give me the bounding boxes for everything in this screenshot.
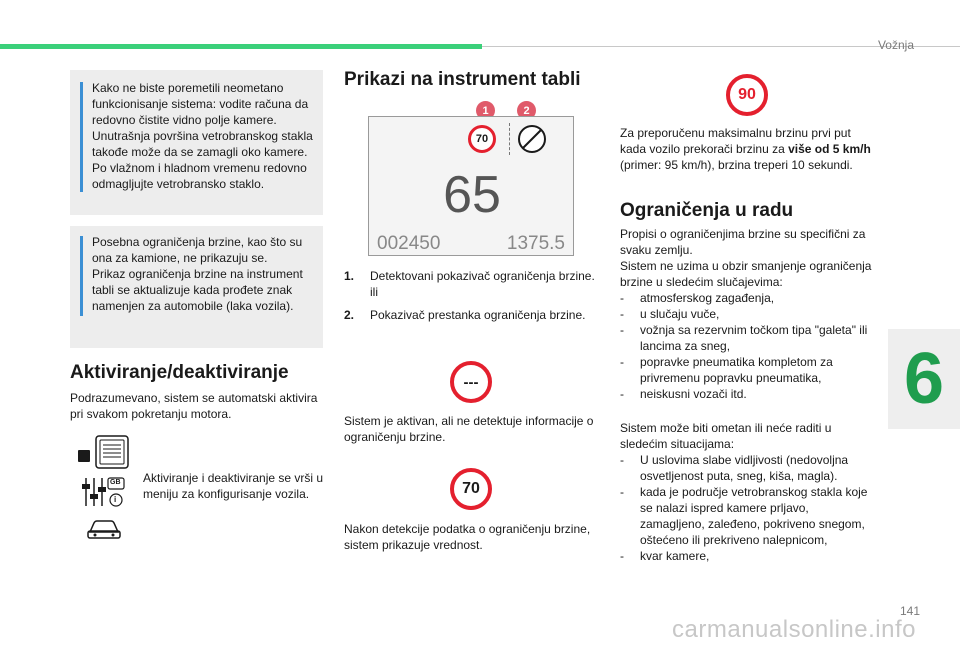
- list-item: - u slučaju vuče,: [620, 306, 876, 322]
- heading-activation: Aktiviranje/deaktiviranje: [70, 362, 289, 383]
- speed-limit-sign: [468, 125, 496, 153]
- heading-limitations: Ograničenja u radu: [620, 200, 794, 221]
- watermark: carmanualsonline.info: [672, 616, 916, 643]
- current-speed: 65: [443, 166, 501, 224]
- note-special-limits: [70, 226, 323, 348]
- list-item: - U uslovima slabe vidljivosti (nedovoljna osvetljenost puta, sneg, kiša, magla).: [620, 452, 876, 484]
- car-icon: [86, 516, 122, 542]
- limitations-list: [620, 290, 876, 402]
- interference-list: [620, 452, 876, 564]
- speed-limit-sign-value: 70: [475, 133, 489, 145]
- note-special-text: Posebna ograničenja brzine, kao što su ona za kamione, ne prikazuju se. Prikaz ograničenja brzine na instrument tabli se aktualizuje kada prođete znak namenjen za automobile (laka vozila).: [92, 235, 303, 313]
- display-items-list: [344, 268, 604, 330]
- para-rules: Propisi o ograničenjima brzine su specifični za svaku zemlju. Sistem ne uzima u obzir smanjenje ograničenja brzine u sledećim slučajevima:: [620, 227, 872, 289]
- para-detection: Nakon detekcije podatka o ograničenju brzine, sistem prikazuje vrednost.: [344, 522, 591, 552]
- page-number: 141: [899, 604, 920, 618]
- para-system-active: Sistem je aktivan, ali ne detektuje informacije o ograničenju brzine.: [344, 414, 594, 444]
- list-item: - popravke pneumatika kompletom za privremenu popravku pneumatika,: [620, 354, 876, 386]
- list-item: - neiskusni vozači itd.: [620, 386, 876, 402]
- speed-sign-70-value: 70: [462, 480, 480, 497]
- list-item: - atmosferskog zagađenja,: [620, 290, 876, 306]
- list-item: - kada je područje vetrobranskog stakla koje se nalazi ispred kamere prljavo, zamagljeno, zaleđeno, pokriveno snegom, oštećeno ili prekriveno nalepnicom,: [620, 484, 876, 548]
- chapter-tab: 6: [888, 329, 960, 429]
- no-info-sign: [450, 361, 492, 403]
- activation-menu-text: Aktiviranje i deaktiviranje se vrši u meniju za konfigurisanje vozila.: [143, 471, 324, 501]
- note-camera-cleaning: [70, 70, 323, 215]
- list-item: - vožnja sa rezervnim točkom tipa "galeta" ili lancima za sneg,: [620, 322, 876, 354]
- para-recommended-speed: Za preporučenu maksimalnu brzinu prvi put kada vozilo prekorači brzinu za više od 5 km/h (primer: 95 km/h), brzina treperi 10 sekundi.: [620, 126, 871, 172]
- end-of-limit-icon: [517, 124, 547, 154]
- callout-2-label: 2: [523, 104, 530, 117]
- speed-sign-90-value: 90: [738, 86, 756, 103]
- instrument-panel-display: [368, 116, 574, 256]
- header-accent-bar: [0, 44, 482, 49]
- list-item: 1. Detektovani pokazivač ograničenja brzine. ili: [344, 269, 595, 299]
- odometer-total: 002450: [377, 233, 441, 254]
- info-label: i: [114, 495, 117, 504]
- no-info-sign-text: ---: [463, 373, 479, 391]
- odometer-trip: 1375.5: [506, 233, 565, 254]
- touchscreen-icon: [76, 434, 130, 470]
- settings-sliders-icon: [80, 474, 128, 510]
- callout-1-label: 1: [482, 104, 489, 117]
- divider-line: [509, 123, 511, 155]
- speed-sign-70: [450, 468, 492, 510]
- para-interference: Sistem može biti ometan ili neće raditi u sledećim situacijama:: [620, 421, 832, 451]
- heading-instrument-displays: Prikazi na instrument tabli: [344, 69, 581, 90]
- speed-sign-90: [726, 74, 768, 116]
- section-title: Vožnja: [877, 38, 914, 52]
- note-camera-text: Kako ne biste poremetili neometano funkcionisanje sistema: vodite računa da redovno čistite vidno polje kamere. Unutrašnja površina vetrobranskog stakla takođe može da se zamagli oko kamere. Po vlažnom i hladnom vremenu redovno odmagljujte vetrobransko staklo.: [92, 81, 313, 191]
- list-item: 2. Pokazivač prestanka ograničenja brzine.: [344, 308, 586, 322]
- gb-label: GB: [110, 479, 121, 486]
- list-item: - kvar kamere,: [620, 548, 876, 564]
- activation-intro: Podrazumevano, sistem se automatski aktivira pri svakom pokretanju motora.: [70, 391, 318, 421]
